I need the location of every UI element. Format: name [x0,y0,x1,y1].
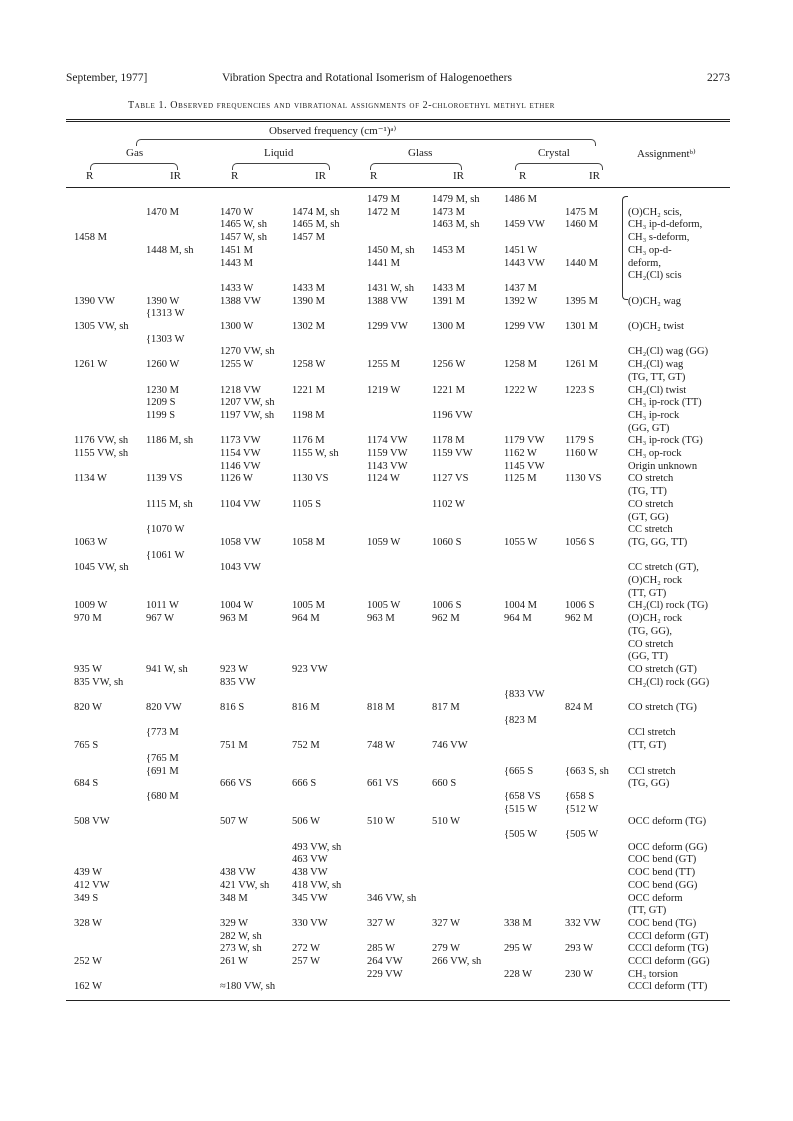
cell-liquid-ir: 1465 M, sh [292,219,340,231]
cell-crystal-r: 964 M [504,613,532,625]
cell-liquid-r: 1126 W [220,473,253,485]
cell-assignment: CH₃ op-d- [628,244,672,256]
cell-assignment: CCCl deform (GG) [628,956,710,967]
cell-glass-r: 1299 VW [367,321,408,332]
cell-liquid-r: 1004 W [220,600,254,612]
cell-glass-r: 1472 M [367,206,400,218]
cell-glass-ir: 1300 M [432,321,465,332]
cell-gas-r: 508 VW [74,816,110,828]
cell-crystal-ir: 1261 M [565,359,598,371]
cell-assignment: CO stretch [628,638,674,650]
cell-crystal-ir: 824 M [565,702,593,713]
cell-assignment: (TT, GT) [628,740,667,752]
top-rule-double [66,121,730,122]
cell-liquid-ir: 493 VW, sh [292,841,342,853]
cell-liquid-r: 1451 M [220,244,253,256]
cell-assignment: OCC deform (TG) [628,816,707,828]
cell-glass-ir: 746 VW [432,740,468,752]
cell-crystal-ir: 1179 S [565,435,595,447]
cell-glass-ir: 279 W [432,943,461,955]
cell-crystal-r: 1222 W [504,384,538,396]
cell-crystal-r: {505 W [504,829,538,840]
cell-glass-ir: 1473 M [432,206,465,218]
cell-glass-ir: 266 VW, sh [432,956,482,967]
cell-glass-r: 327 W [367,917,396,929]
cell-glass-ir: 1196 VW [432,409,473,421]
cell-liquid-ir: 752 M [292,740,320,752]
cell-glass-r: 1143 VW [367,460,408,472]
cell-assignment: CC stretch (GT), [628,562,699,574]
liquid-brace [232,163,330,170]
cell-glass-ir: 817 M [432,702,460,713]
cell-glass-ir: 1256 W [432,359,466,371]
cell-crystal-ir: 1475 M [565,206,598,218]
phase-liquid: Liquid [264,147,294,159]
cell-gas-r: 328 W [74,917,103,929]
cell-liquid-ir: 923 VW [292,663,328,675]
cell-liquid-r: 1388 VW [220,295,261,307]
cell-glass-r: 510 W [367,816,396,828]
cell-liquid-r: 1218 VW [220,384,261,396]
bottom-rule [66,1000,730,1001]
cell-liquid-r: 835 VW [220,676,256,688]
cell-assignment: CH₂(Cl) rock (GG) [628,676,710,688]
cell-liquid-ir: 1474 M, sh [292,206,340,218]
cell-liquid-r: 1300 W [220,321,254,332]
cell-assignment: (O)CH₂ rock [628,575,683,586]
cell-gas-r: 1261 W [74,359,108,371]
cell-crystal-ir: 230 W [565,968,594,980]
cell-gas-ir: 1011 W [146,600,179,612]
cell-assignment: (TG, GG), [628,625,673,637]
cell-liquid-r: 1058 VW [220,536,261,548]
cell-liquid-r: 1255 W [220,359,254,371]
cell-assignment: CCCl deform (GT) [628,930,709,942]
cell-crystal-ir: 1395 M [565,295,598,307]
cell-assignment: CH₃ ip-d-deform, [628,219,703,231]
cell-crystal-ir: 1130 VS [565,473,602,485]
cell-crystal-r: 1486 M [504,194,537,205]
cell-crystal-ir: {663 S, sh [565,765,609,777]
cell-gas-ir: 1139 VS [146,473,183,485]
cell-liquid-r: 923 W [220,663,249,675]
cell-assignment: (GG, GT) [628,422,670,434]
assignment-header: Assignmentᵇ⁾ [637,148,696,160]
cell-gas-r: 162 W [74,981,103,993]
cell-assignment: COC bend (GG) [628,879,698,891]
cell-crystal-ir: 1301 M [565,321,598,332]
phase-crystal: Crystal [538,147,570,159]
cell-gas-r: 1305 VW, sh [74,321,129,332]
cell-glass-r: 346 VW, sh [367,892,417,904]
header-title: Vibration Spectra and Rotational Isomerism of Halogenoethers [222,72,512,84]
cell-assignment: CH₃ ip-rock [628,409,680,421]
cell-liquid-ir: 1221 M [292,384,325,396]
cell-crystal-ir: 293 W [565,943,594,955]
cell-liquid-r: 329 W [220,917,249,929]
cell-assignment: CO stretch [628,473,674,485]
page-number: 2273 [707,72,730,84]
cell-glass-r: 1388 VW [367,295,408,307]
cell-gas-r: 1063 W [74,536,108,548]
cell-gas-r: 439 W [74,867,103,879]
top-rule [66,119,730,120]
cell-liquid-ir: 1058 M [292,536,325,548]
cell-liquid-r: 438 VW [220,867,256,879]
cell-assignment: COC bend (TG) [628,917,697,929]
cell-liquid-ir: 1390 M [292,295,325,307]
cell-liquid-r: 1470 W [220,206,254,218]
cell-liquid-ir: 418 VW, sh [292,879,342,891]
cell-gas-ir: 1260 W [146,359,180,371]
cell-liquid-ir: 506 W [292,816,321,828]
cell-gas-ir: 1230 M [146,384,179,396]
cell-liquid-ir: 257 W [292,956,321,967]
cell-gas-ir: 1470 M [146,206,179,218]
cell-gas-ir: {765 M [146,752,179,764]
header-date: September, 1977] [66,72,148,84]
cell-glass-ir: 1127 VS [432,473,469,485]
cell-gas-ir: 820 VW [146,702,182,713]
cell-crystal-ir: 962 M [565,613,593,625]
cell-glass-r: 1479 M [367,194,400,205]
cell-gas-r: 765 S [74,740,99,752]
cell-assignment: CCCl deform (TT) [628,981,708,993]
cell-assignment: CCl stretch [628,727,676,739]
glass-ir-label: IR [453,170,464,182]
cell-glass-r: 748 W [367,740,396,752]
cell-liquid-r: 1173 VW [220,435,261,447]
cell-crystal-r: 1451 W [504,244,538,256]
cell-crystal-r: 1443 VW [504,257,545,269]
cell-gas-ir: {1313 W [146,308,185,320]
cell-crystal-r: {515 W [504,803,538,815]
cell-liquid-r: 1207 VW, sh [220,397,275,409]
cell-gas-ir: {773 M [146,727,179,739]
cell-gas-ir: 1115 M, sh [146,498,193,510]
cell-glass-ir: 327 W [432,917,461,929]
cell-liquid-ir: 1457 M [292,232,325,244]
cell-liquid-r: 421 VW, sh [220,879,270,891]
cell-assignment: (TT, GT) [628,587,667,599]
crystal-brace [515,163,603,170]
cell-liquid-r: 1457 W, sh [220,232,267,244]
cell-assignment: CH₃ op-rock [628,448,682,459]
cell-glass-ir: 1060 S [432,536,462,548]
cell-assignment: (GG, TT) [628,651,669,663]
cell-crystal-r: 1392 W [504,295,538,307]
cell-gas-r: 970 M [74,613,102,625]
cell-gas-r: 412 VW [74,879,110,891]
cell-glass-r: 1219 W [367,384,401,396]
cell-liquid-r: 1146 VW [220,460,261,472]
cell-gas-ir: 1186 M, sh [146,435,194,447]
phase-glass: Glass [408,147,433,159]
cell-gas-r: 1390 VW [74,295,115,307]
cell-crystal-ir: 1460 M [565,219,598,231]
cell-crystal-r: 1004 M [504,600,537,612]
cell-crystal-r: {658 VS [504,790,541,802]
cell-crystal-r: 1125 M [504,473,537,485]
cell-gas-r: 252 W [74,956,103,967]
cell-liquid-ir: 1130 VS [292,473,329,485]
cell-assignment: (TT, GT) [628,905,667,917]
cell-gas-r: 935 W [74,663,103,675]
cell-glass-r: 661 VS [367,778,399,790]
cell-liquid-r: 666 VS [220,778,252,790]
cell-glass-r: 1159 VW [367,448,408,459]
cell-liquid-ir: 964 M [292,613,320,625]
cell-liquid-r: 1433 W [220,282,254,294]
cell-crystal-r: 1055 W [504,536,538,548]
cell-glass-ir: 962 M [432,613,460,625]
cell-crystal-ir: 1440 M [565,257,598,269]
cell-glass-ir: 1453 M [432,244,465,256]
cell-gas-ir: {1303 W [146,333,185,345]
phase-gas: Gas [126,147,144,159]
cell-crystal-r: 1162 W [504,448,537,459]
cell-gas-r: 349 S [74,892,99,904]
observed-frequency-header: Observed frequency (cm⁻¹)ᵃ⁾ [269,125,397,137]
cell-crystal-r: {833 VW [504,689,545,701]
cell-liquid-r: 282 W, sh [220,930,262,942]
cell-liquid-r: 273 W, sh [220,943,262,955]
cell-gas-r: 820 W [74,702,103,713]
cell-crystal-r: 338 M [504,917,532,929]
cell-liquid-ir: 1198 M [292,409,325,421]
cell-glass-r: 1255 M [367,359,400,371]
cell-crystal-r: 1437 M [504,282,537,294]
cell-liquid-ir: 816 M [292,702,320,713]
cell-assignment: CH₃ s-deform, [628,232,690,244]
cell-assignment: (GT, GG) [628,511,669,523]
cell-gas-ir: {691 M [146,765,179,777]
cell-assignment: CH₂(Cl) wag [628,359,684,371]
cell-glass-ir: 1159 VW [432,448,473,459]
cell-liquid-ir: 1005 M [292,600,325,612]
cell-assignment: CCCl deform (TG) [628,943,709,955]
cell-crystal-r: 1145 VW [504,460,545,472]
crystal-ir-label: IR [589,170,600,182]
cell-crystal-ir: 1056 S [565,536,595,548]
cell-crystal-ir: {505 W [565,829,599,840]
cell-assignment: CH₃ ip-rock (TG) [628,435,703,447]
cell-assignment: (O)CH₂ wag [628,295,681,307]
cell-gas-ir: {680 M [146,790,179,802]
cell-liquid-ir: 1433 M [292,282,325,294]
cell-assignment: CO stretch (GT) [628,663,697,675]
cell-crystal-r: 1258 M [504,359,537,371]
table-caption: Table 1. Observed frequencies and vibrational assignments of 2-chloroethyl methyl ether [128,100,556,111]
cell-crystal-r: 1299 VW [504,321,545,332]
cell-glass-r: 1441 M [367,257,400,269]
cell-assignment: CH₂(Cl) twist [628,384,687,396]
cell-liquid-ir: 463 VW [292,854,328,866]
crystal-r-label: R [519,170,527,182]
cell-glass-r: 229 VW [367,968,403,980]
cell-glass-r: 963 M [367,613,395,625]
cell-crystal-ir: 1160 W [565,448,598,459]
cell-glass-r: 1059 W [367,536,401,548]
gas-brace [90,163,178,170]
cell-liquid-r: 1154 VW [220,448,261,459]
cell-liquid-r: 348 M [220,892,248,904]
cell-assignment: (O)CH₂ rock [628,613,683,625]
cell-liquid-r: 1043 VW [220,562,261,574]
cell-liquid-r: 816 S [220,702,245,713]
cell-glass-ir: 1221 M [432,384,465,396]
cell-assignment: CH₃ ip-rock (TT) [628,397,702,409]
cell-crystal-r: 295 W [504,943,533,955]
cell-liquid-ir: 330 VW [292,917,328,929]
cell-glass-r: 264 VW [367,956,403,967]
cell-liquid-r: 261 W [220,956,249,967]
cell-assignment: CO stretch (TG) [628,702,697,713]
cell-assignment: (O)CH₂ twist [628,321,684,332]
cell-glass-ir: 660 S [432,778,457,790]
cell-glass-ir: 1006 S [432,600,462,612]
cell-liquid-r: 1104 VW [220,498,261,510]
cell-gas-r: 835 VW, sh [74,676,124,688]
cell-liquid-ir: 1258 W [292,359,326,371]
cell-assignment: (TG, TT, GT) [628,371,686,383]
cell-glass-ir: 1463 M, sh [432,219,480,231]
cell-liquid-r: ≈180 VW, sh [220,981,276,993]
cell-crystal-ir: 332 VW [565,917,601,929]
cell-gas-ir: 941 W, sh [146,663,188,675]
cell-liquid-ir: 1105 S [292,498,322,510]
cell-crystal-ir: {512 W [565,803,599,815]
cell-gas-ir: 1209 S [146,397,176,409]
cell-gas-ir: 1199 S [146,409,176,421]
cell-assignment: (TG, GG, TT) [628,536,688,548]
cell-glass-r: 1124 W [367,473,400,485]
liquid-ir-label: IR [315,170,326,182]
cell-liquid-r: 1197 VW, sh [220,409,275,421]
cell-gas-r: 1176 VW, sh [74,435,129,447]
cell-assignment: CCl stretch [628,765,676,777]
cell-liquid-ir: 345 VW [292,892,328,904]
cell-gas-ir: {1070 W [146,524,185,536]
cell-assignment: CC stretch [628,524,673,536]
cell-liquid-ir: 1176 M [292,435,325,447]
liquid-r-label: R [231,170,239,182]
header-rule [66,187,730,188]
gas-ir-label: IR [170,170,181,182]
cell-crystal-ir: {658 S [565,790,595,802]
cell-crystal-r: 228 W [504,968,533,980]
cell-assignment: OCC deform (GG) [628,841,708,853]
cell-assignment: CO stretch [628,498,674,510]
cell-liquid-ir: 438 VW [292,867,328,879]
cell-gas-r: 1458 M [74,232,107,244]
cell-gas-r: 1045 VW, sh [74,562,129,574]
cell-glass-ir: 510 W [432,816,461,828]
glass-brace [370,163,462,170]
cell-glass-r: 1174 VW [367,435,408,447]
cell-crystal-r: {665 S [504,765,534,777]
cell-crystal-ir: 1006 S [565,600,595,612]
cell-liquid-ir: 1155 W, sh [292,448,339,459]
cell-liquid-ir: 272 W [292,943,321,955]
cell-glass-ir: 1102 W [432,498,465,510]
cell-glass-r: 285 W [367,943,396,955]
cell-assignment: CH₃ torsion [628,968,679,980]
cell-liquid-ir: 1302 M [292,321,325,332]
cell-glass-ir: 1391 M [432,295,465,307]
cell-assignment: COC bend (GT) [628,854,697,866]
cell-assignment: COC bend (TT) [628,867,696,879]
cell-glass-r: 1431 W, sh [367,282,414,294]
cell-glass-r: 1005 W [367,600,401,612]
cell-crystal-r: {823 M [504,714,537,726]
cell-liquid-r: 963 M [220,613,248,625]
cell-glass-r: 1450 M, sh [367,244,415,256]
cell-assignment: CH₂(Cl) wag (GG) [628,346,709,358]
cell-crystal-r: 1179 VW [504,435,545,447]
cell-gas-r: 684 S [74,778,99,790]
cell-gas-ir: 967 W [146,613,175,625]
cell-glass-ir: 1479 M, sh [432,194,480,205]
cell-gas-ir: 1448 M, sh [146,244,194,256]
cell-gas-ir: 1390 W [146,295,180,307]
cell-liquid-r: 1270 VW, sh [220,346,275,358]
cell-assignment: (O)CH₂ scis, [628,206,682,218]
cell-assignment: CH₂(Cl) rock (TG) [628,600,709,612]
cell-crystal-r: 1459 VW [504,219,545,231]
cell-gas-r: 1155 VW, sh [74,448,129,459]
cell-liquid-r: 1465 W, sh [220,219,267,231]
cell-liquid-r: 1443 M [220,257,253,269]
cell-assignment: CH₂(Cl) scis [628,270,682,282]
cell-glass-r: 818 M [367,702,395,713]
cell-assignment: (TG, TT) [628,486,667,498]
cell-liquid-r: 751 M [220,740,248,752]
glass-r-label: R [370,170,378,182]
cell-crystal-ir: 1223 S [565,384,595,396]
cell-liquid-r: 507 W [220,816,249,828]
cell-gas-ir: {1061 W [146,549,185,561]
gas-r-label: R [86,170,94,182]
cell-assignment: (TG, GG) [628,778,670,790]
cell-glass-ir: 1178 M [432,435,465,447]
cell-assignment: Origin unknown [628,460,698,472]
cell-assignment: deform, [628,257,661,269]
cell-liquid-ir: 666 S [292,778,317,790]
observed-brace [136,139,596,146]
cell-glass-ir: 1433 M [432,282,465,294]
cell-gas-r: 1134 W [74,473,107,485]
cell-assignment: OCC deform [628,892,683,904]
running-head [66,72,730,88]
cell-gas-r: 1009 W [74,600,108,612]
